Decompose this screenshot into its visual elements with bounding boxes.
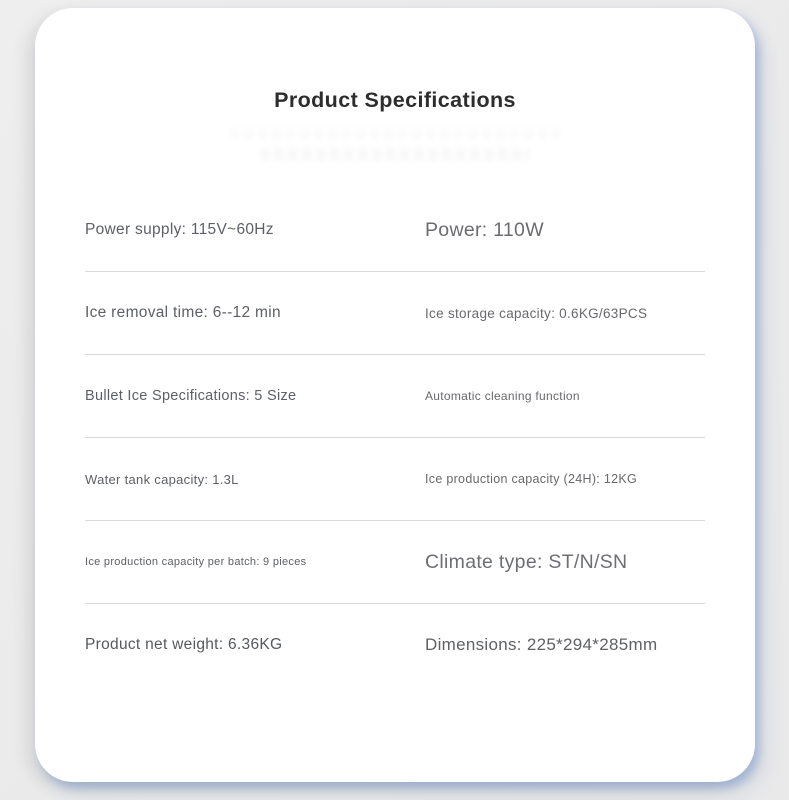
spec-label-bullet-ice-specs: Bullet Ice Specifications: 5 Size: [85, 388, 297, 404]
spec-table: [35, 189, 755, 686]
spec-label-storage-capacity: Ice storage capacity: 0.6KG/63PCS: [425, 305, 648, 321]
spec-row-water-tank: [35, 438, 755, 520]
spec-row-power: [35, 189, 755, 271]
spec-row-ice-removal: [35, 272, 755, 354]
spec-label-power-supply: Power supply: 115V~60Hz: [85, 221, 274, 238]
spec-row-weight: [35, 604, 755, 686]
spec-label-power: Power: 110W: [425, 218, 544, 241]
spec-label-ice-removal-time: Ice removal time: 6--12 min: [85, 304, 281, 321]
spec-card: [35, 8, 755, 782]
spec-row-batch: [35, 521, 755, 603]
spec-label-water-tank-capacity: Water tank capacity: 1.3L: [85, 471, 239, 487]
spec-label-cleaning-function: Automatic cleaning function: [425, 389, 580, 403]
spec-label-dimensions: Dimensions: 225*294*285mm: [425, 635, 658, 654]
spec-label-net-weight: Product net weight: 6.36KG: [85, 636, 283, 653]
faded-watermark-artifact: [260, 148, 530, 161]
spec-label-climate-type: Climate type: ST/N/SN: [425, 550, 628, 573]
spec-label-production-24h: Ice production capacity (24H): 12KG: [425, 472, 637, 486]
spec-row-bullet-ice: [35, 355, 755, 437]
spec-label-batch-capacity: Ice production capacity per batch: 9 pieces: [85, 556, 307, 568]
faded-watermark-artifact: [230, 128, 560, 140]
page-title: Product Specifications: [274, 88, 516, 112]
